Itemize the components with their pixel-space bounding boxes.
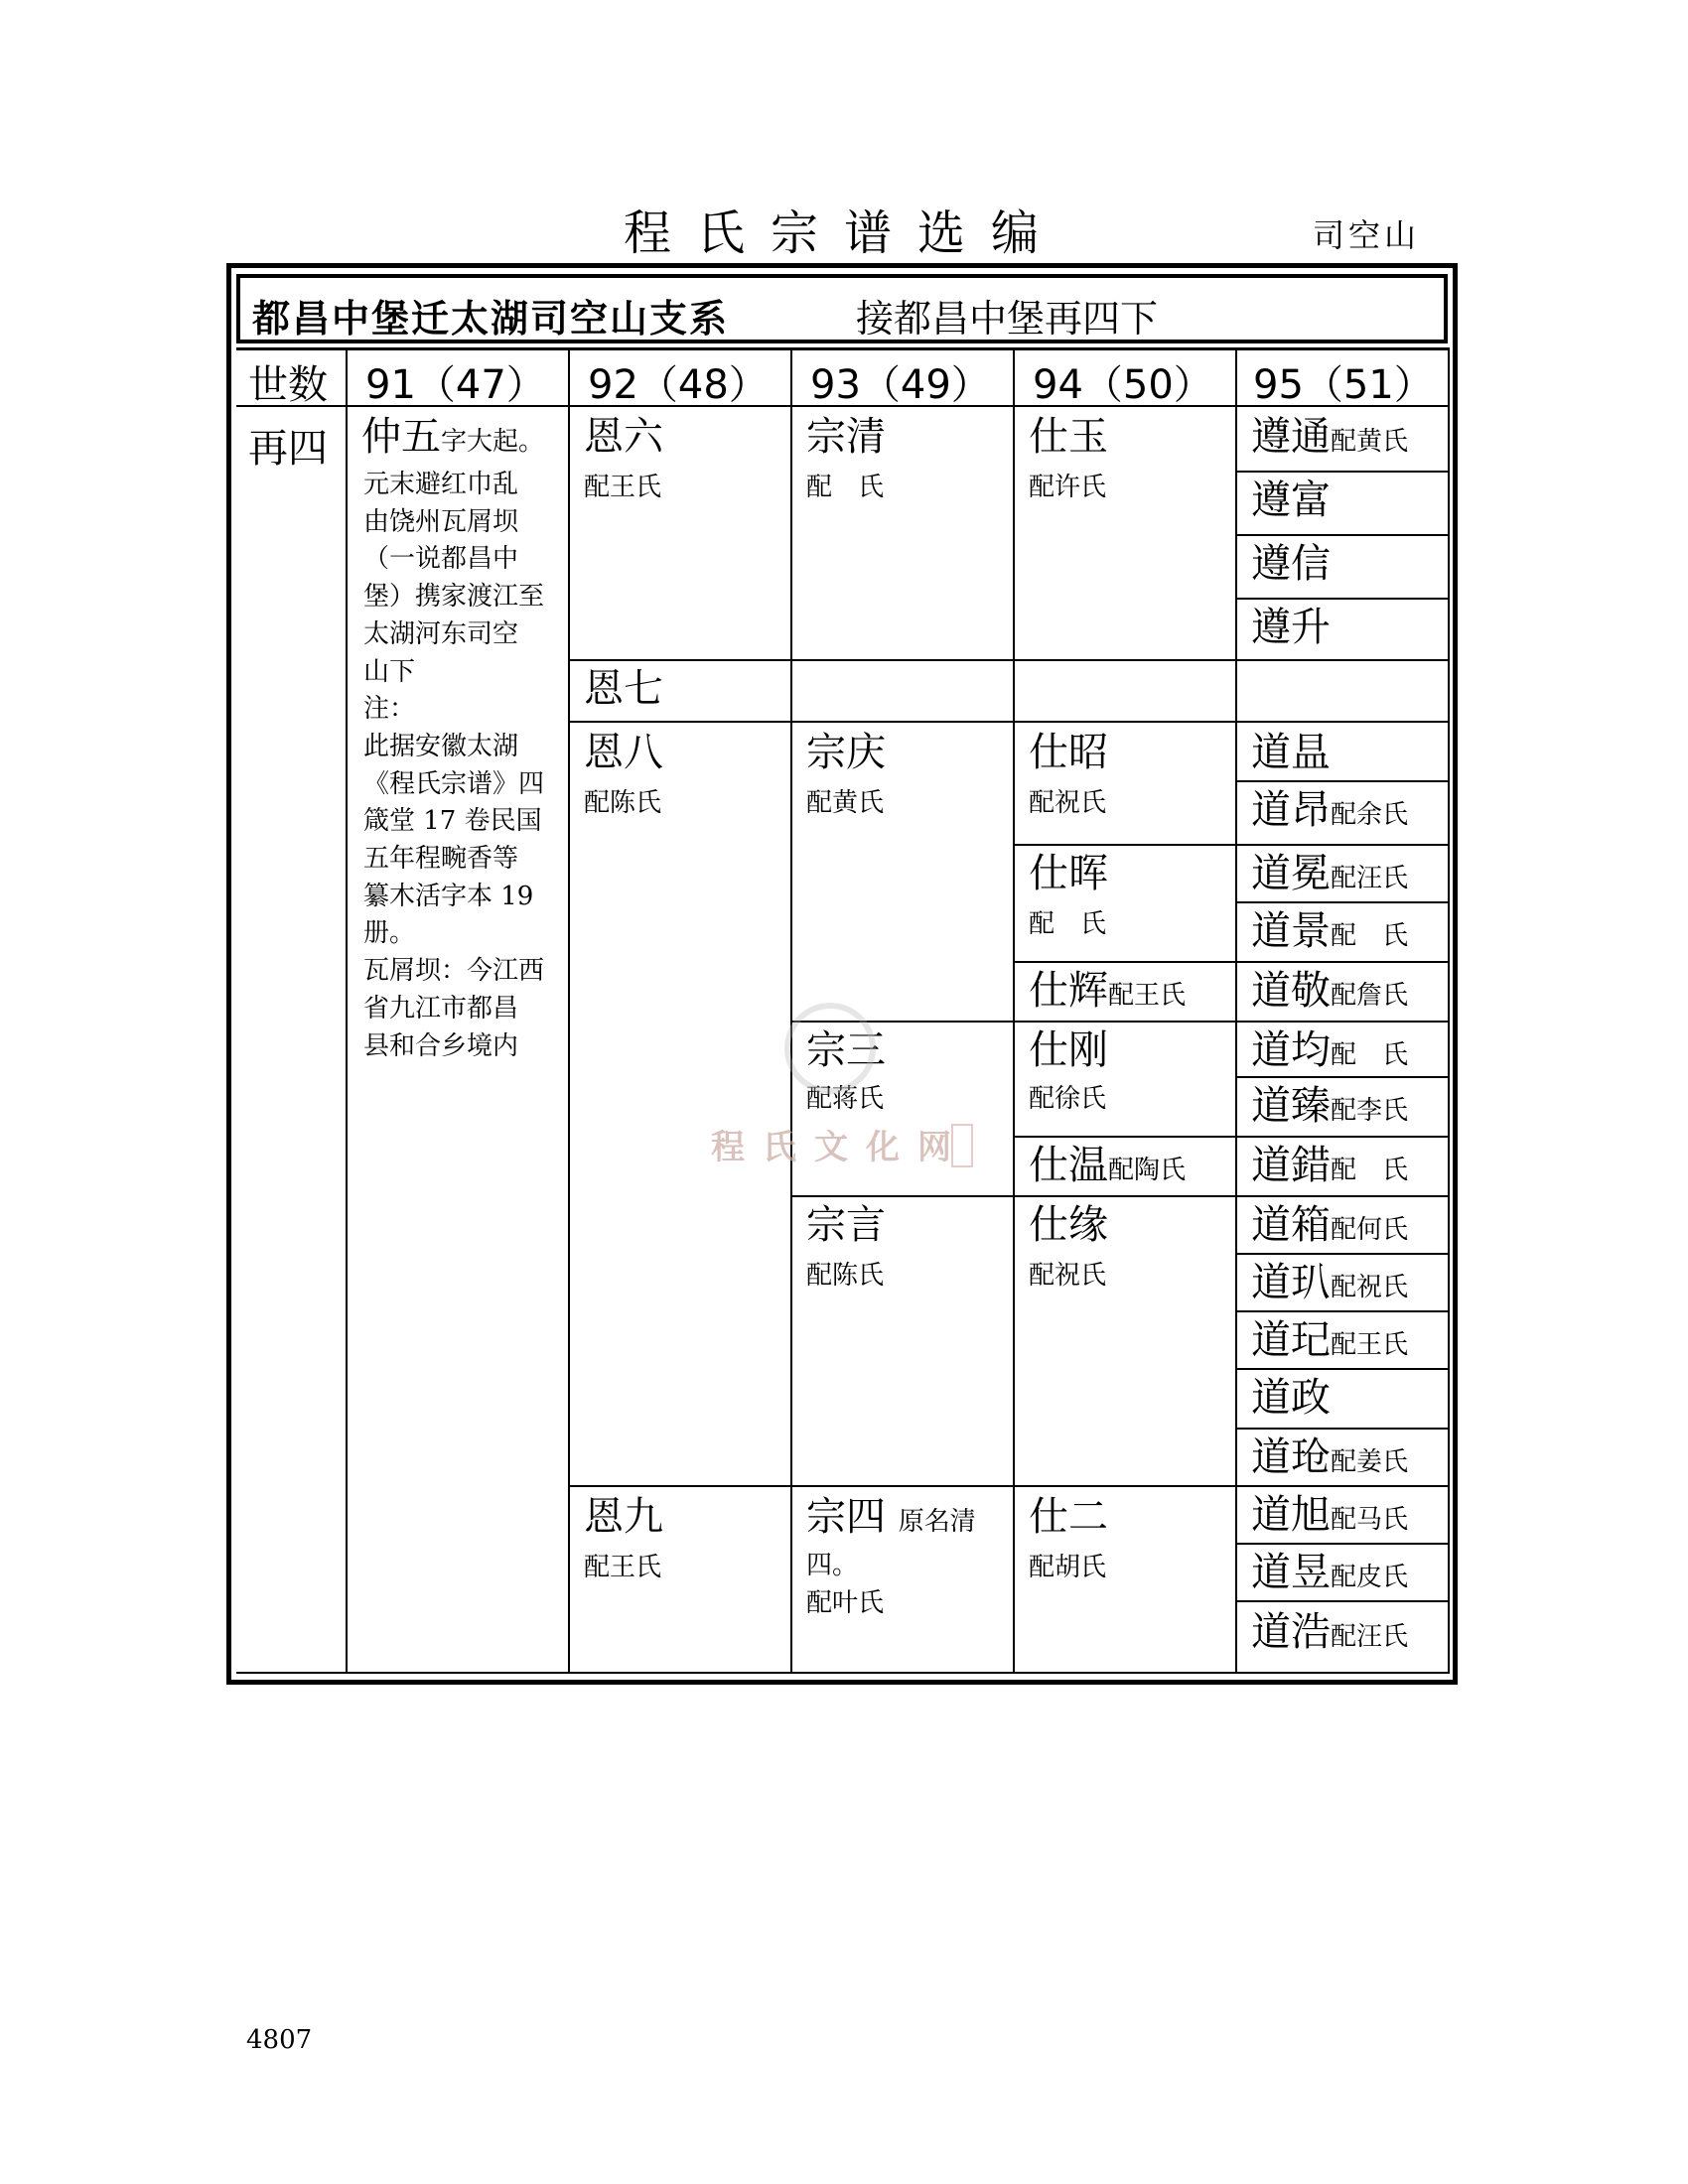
grid-line (1235, 1310, 1450, 1312)
person-entry (1251, 415, 1408, 464)
spouse-text: 配何氏 (1331, 1215, 1409, 1245)
grid-line (346, 347, 348, 1674)
ancestor-notes (363, 467, 558, 1065)
note-line: 《程氏宗谱》四 (363, 768, 545, 799)
spouse-text: 配陈氏 (584, 788, 662, 818)
spouse-text: 配余氏 (1331, 800, 1409, 830)
document-title: 程氏宗谱选编 (623, 205, 1064, 261)
spouse-text: 配祝氏 (1331, 1273, 1409, 1302)
ancestor-entry (361, 415, 544, 464)
spouse-text: 配王氏 (1331, 1330, 1409, 1360)
note-line: 由饶州瓦屑坝 (363, 506, 519, 537)
person-name: 道玱 (1251, 1434, 1331, 1480)
spouse-text: 配詹氏 (1331, 981, 1409, 1011)
person-entry (1251, 788, 1408, 837)
person-name: 仕刚 (1029, 1027, 1108, 1073)
header-col-94: 94（50） (1033, 362, 1213, 408)
grid-line (790, 1195, 1450, 1197)
person-name: 遵富 (1251, 478, 1331, 523)
spouse-text: 配陶氏 (1108, 1156, 1187, 1185)
person-name: 宗庆 (806, 730, 886, 775)
header-col-95: 95（51） (1253, 362, 1434, 408)
spouse-text: 配汪氏 (1331, 1622, 1409, 1652)
spouse-text: 配叶氏 (806, 1588, 885, 1618)
person-name: 道玘 (1251, 1317, 1331, 1363)
grid-line (568, 721, 1450, 723)
person-entry (1251, 1084, 1408, 1133)
grid-line (1235, 471, 1450, 473)
stamp-watermark (951, 1124, 973, 1167)
grid-line (1013, 1136, 1450, 1138)
person-name: 仕玉 (1029, 414, 1108, 460)
person-entry (1251, 1493, 1408, 1542)
grid-line (1235, 1368, 1450, 1370)
person-entry (1251, 1318, 1408, 1367)
person-name: 仲五 (361, 414, 441, 460)
person-name: 恩六 (584, 414, 663, 460)
note-line: 元末避红巾乱 (363, 470, 519, 499)
header-col-93: 93（49） (810, 362, 991, 408)
spouse-text: 配黄氏 (806, 788, 885, 818)
note-line: 册。 (363, 918, 416, 949)
spouse-text: 配陈氏 (806, 1261, 885, 1291)
person-name: 道玐 (1251, 1260, 1331, 1305)
spouse-text: 配 氏 (806, 473, 885, 502)
grid-line (1448, 347, 1450, 1674)
grid-line (1235, 598, 1450, 600)
person-name: 宗言 (806, 1202, 886, 1248)
seal-watermark (784, 1003, 876, 1094)
spouse-text: 配徐氏 (1029, 1084, 1107, 1114)
person-entry (1029, 1144, 1186, 1192)
grid-line (790, 1021, 1450, 1023)
grid-line (1235, 1428, 1450, 1430)
spouse-text: 配祝氏 (1029, 788, 1107, 818)
grid-line (1013, 844, 1450, 846)
spouse-text: 配汪氏 (1331, 864, 1409, 893)
spouse-text: 配马氏 (1331, 1505, 1409, 1535)
person-entry (1251, 1203, 1408, 1252)
person-name: 遵信 (1251, 541, 1331, 587)
note-line: 省九江市都昌 (363, 993, 519, 1024)
header-col-91: 91（47） (365, 362, 546, 408)
spouse-text: 配 氏 (1331, 921, 1409, 951)
person-name: 遵升 (1251, 605, 1331, 650)
person-name: 道景 (1251, 908, 1331, 954)
grid-line (568, 347, 570, 1674)
spouse-text: 配 氏 (1029, 909, 1107, 939)
person-name: 道旭 (1251, 1492, 1331, 1538)
person-name: 仕昭 (1029, 730, 1108, 775)
person-entry (1251, 852, 1408, 900)
person-name: 宗四 (806, 1494, 886, 1540)
person-name: 恩九 (584, 1494, 663, 1540)
grid-line (1235, 1543, 1450, 1545)
spouse-text: 配姜氏 (1331, 1447, 1409, 1477)
grid-line (790, 347, 792, 1674)
header-col-92: 92（48） (588, 362, 769, 408)
person-name: 道均 (1251, 1027, 1331, 1073)
person-name: 道敬 (1251, 968, 1331, 1014)
person-entry (1251, 1144, 1408, 1192)
page-number: 4807 (246, 2025, 313, 2055)
spouse-text: 配王氏 (584, 1553, 662, 1582)
grid-line (1013, 961, 1450, 963)
grid-line (568, 1485, 1450, 1487)
spouse-text: 配胡氏 (1029, 1553, 1107, 1582)
spouse-text: 配王氏 (1108, 981, 1187, 1011)
person-name: 仕晖 (1029, 851, 1108, 896)
note-line: 县和合乡境内 (363, 1030, 519, 1061)
person-entry (1251, 1435, 1408, 1484)
grid-line (1235, 1253, 1450, 1255)
person-entry (806, 1495, 976, 1544)
note-line: 瓦屑坝：今江西 (363, 956, 545, 987)
note-line: 太湖河东司空 (363, 618, 519, 649)
person-name: 恩八 (584, 730, 663, 775)
note-line: 堡）携家渡江至 (363, 582, 545, 613)
person-name: 道冕 (1251, 851, 1331, 896)
note-line: 五年程畹香等 (363, 844, 519, 875)
person-entry (1251, 1551, 1408, 1599)
person-name: 道錯 (1251, 1143, 1331, 1188)
person-entry (1251, 969, 1408, 1018)
person-name: 仕缘 (1029, 1202, 1108, 1248)
person-name: 宗三 (806, 1027, 886, 1073)
spouse-text: 配蒋氏 (806, 1084, 885, 1114)
table-caption (236, 274, 1448, 343)
person-entry (1251, 1610, 1408, 1659)
grid-line (236, 1672, 1450, 1674)
person-name: 道浩 (1251, 1609, 1331, 1655)
person-name: 恩七 (584, 666, 663, 712)
corner-label: 司空山 (1313, 216, 1421, 254)
grid-line (1235, 534, 1450, 536)
person-entry (1251, 1028, 1408, 1077)
spouse-text: 配 氏 (1331, 1156, 1409, 1185)
caption-normal: 接都昌中堡再四下 (856, 297, 1159, 341)
note-line: （一说都昌中 (363, 544, 519, 575)
grid-line (1235, 1600, 1450, 1602)
note-line: 此据安徽太湖 (363, 731, 519, 761)
person-name: 遵通 (1251, 414, 1331, 460)
site-watermark: 程氏文化网 (711, 1128, 969, 1167)
note-line: 箴堂 17 卷民国 (363, 806, 542, 837)
grid-line (1235, 780, 1450, 782)
spouse-text: 配 氏 (1331, 1040, 1409, 1070)
spouse-text: 配许氏 (1029, 473, 1107, 502)
person-name: 道昷 (1251, 730, 1331, 775)
note-line: 山下 (363, 656, 416, 687)
person-entry (1251, 1261, 1408, 1309)
note-line: 纂木活字本 19 (363, 881, 534, 911)
generation-label: 再四 (248, 426, 328, 472)
person-note: 字大起。 (441, 427, 545, 457)
person-name: 道昂 (1251, 787, 1331, 833)
grid-line (236, 347, 1448, 350)
person-name: 仕辉 (1029, 968, 1108, 1014)
spouse-text: 配李氏 (1331, 1096, 1409, 1126)
person-name: 道箱 (1251, 1202, 1331, 1248)
person-note: 四。 (806, 1551, 859, 1580)
person-name: 宗清 (806, 414, 886, 460)
spouse-text: 配皮氏 (1331, 1563, 1409, 1592)
note-line: 注： (363, 694, 416, 725)
grid-line (1235, 901, 1450, 903)
spouse-text: 配祝氏 (1029, 1261, 1107, 1291)
grid-line (568, 659, 1450, 661)
grid-line (1013, 347, 1015, 1674)
caption-bold: 都昌中堡迁太湖司空山支系 (252, 297, 730, 341)
grid-line (1235, 347, 1237, 1674)
person-name: 道政 (1251, 1375, 1331, 1421)
person-note: 原名清 (898, 1507, 976, 1537)
spouse-text: 配黄氏 (1331, 427, 1409, 457)
person-name: 道臻 (1251, 1083, 1331, 1129)
spouse-text: 配王氏 (584, 473, 662, 502)
person-name: 道昱 (1251, 1550, 1331, 1595)
header-generation: 世数 (248, 362, 328, 408)
person-entry (1029, 969, 1186, 1018)
person-name: 仕温 (1029, 1143, 1108, 1188)
person-entry (1251, 909, 1408, 958)
person-name: 仕二 (1029, 1494, 1108, 1540)
